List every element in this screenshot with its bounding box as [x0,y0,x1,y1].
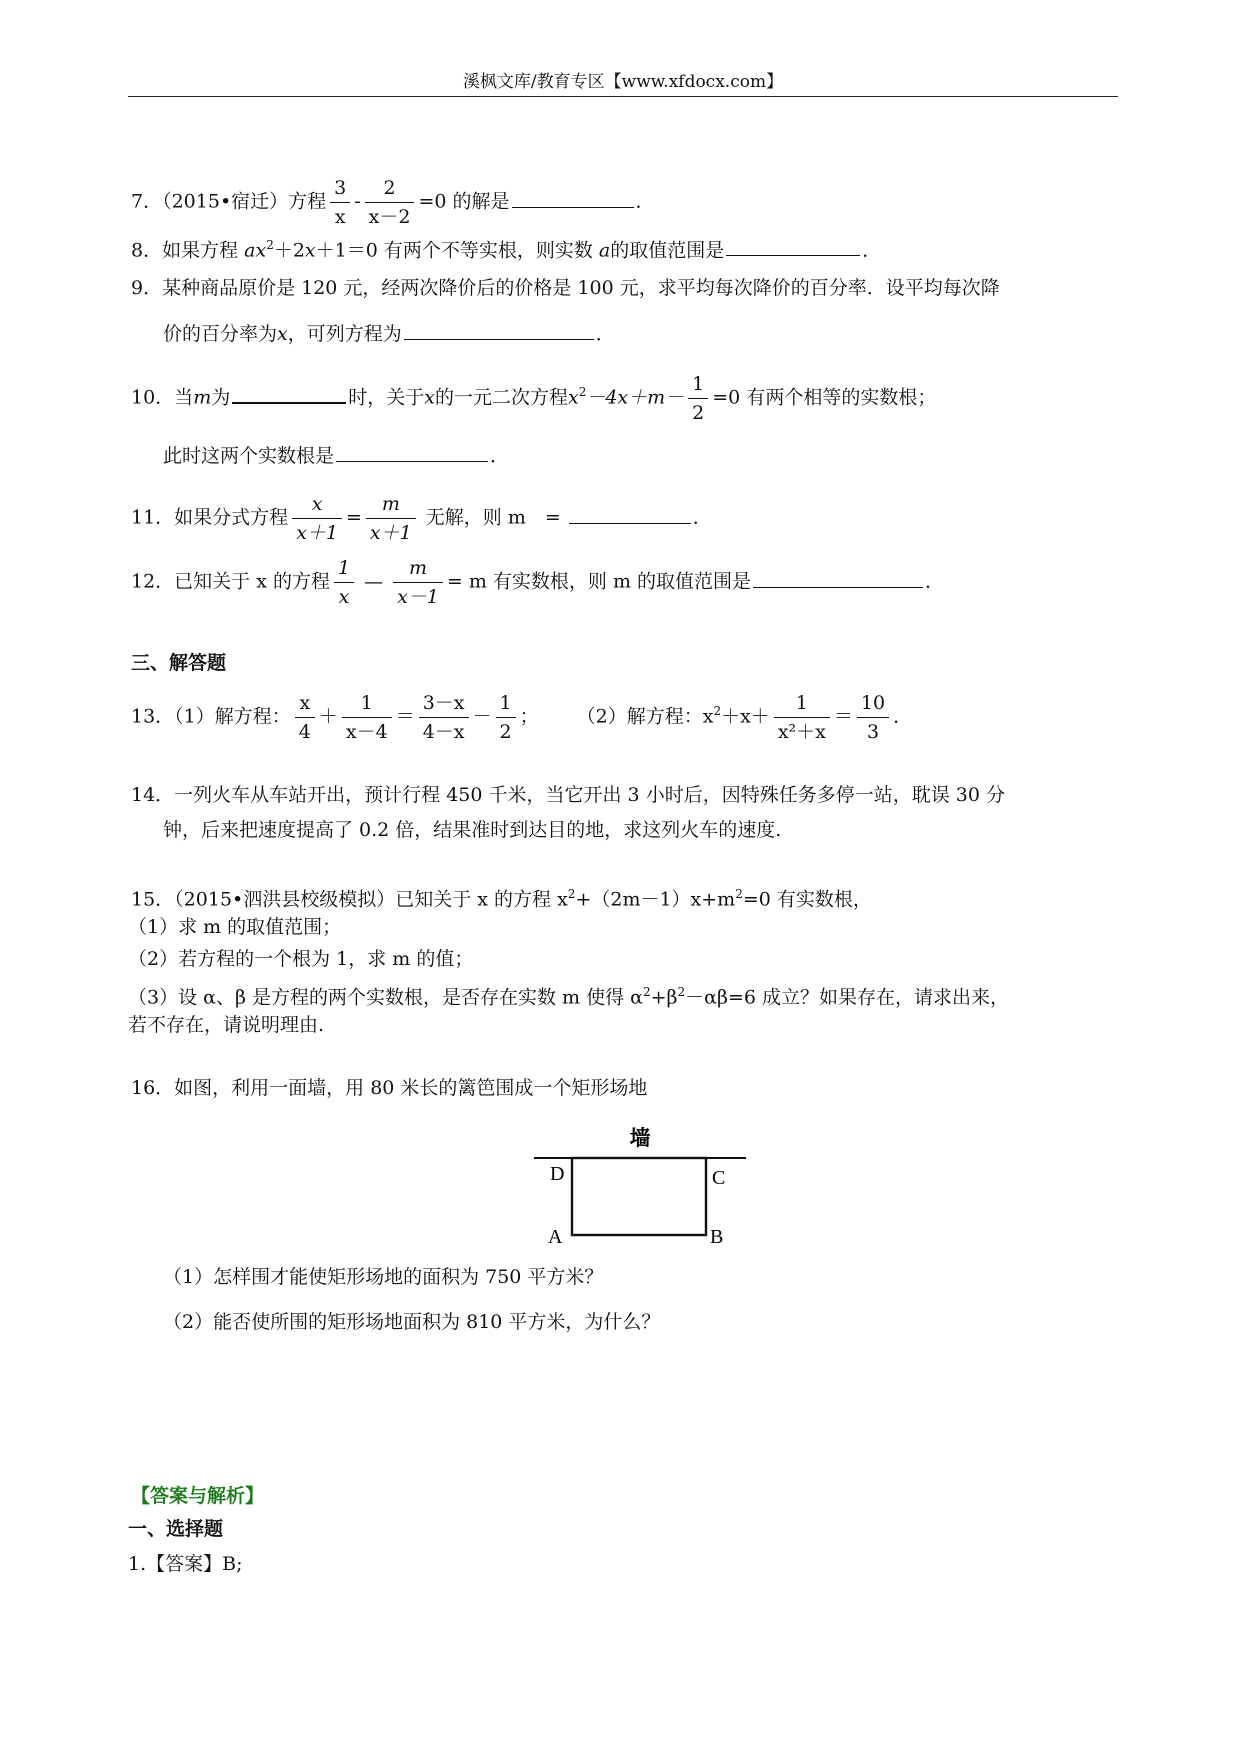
question-9-line-1: 9．某种商品原价是 120 元，经两次降价后的价格是 100 元，求平均每次降价的百分率．设平均每次降 [131,277,1000,299]
q9-end: ． [595,323,615,345]
q11-end: ． [692,506,712,529]
q11-f1-numerator: x [292,492,342,519]
q12-answer-blank[interactable] [753,585,923,588]
question-14-line-1: 14．一列火车从车站开出，预计行程 450 千米，当它开出 3 小时后，因特殊任务多停一站，耽误 30 分 [131,784,1005,806]
q11-f1-denominator: x＋1 [296,522,338,544]
q13-c-num: 3－x [419,691,469,718]
q11-equals: = [346,506,362,529]
q13-d-den: 2 [499,721,512,743]
q12-prefix: 12．已知关于 x 的方程 [131,570,330,593]
vertex-a-label: A [548,1226,563,1248]
q8-suffix: 的取值范围是 [610,239,725,262]
vertex-d-label: D [550,1163,565,1185]
q12-f1-denominator: x [338,586,350,608]
question-13 [131,691,912,744]
q13-equals: ＝ [395,705,415,728]
q13-c-den: 4－x [422,721,465,743]
q12-f2-numerator: m [393,556,443,583]
q10-x: x [424,386,435,409]
q8-end: ． [862,239,882,262]
q11-suffix: 无解，则 m = [419,506,567,529]
wall-label: 墙 [629,1125,651,1150]
q7-f2-denominator: x－2 [368,206,411,228]
q10-mid1: 为 [211,386,231,409]
q8-answer-blank[interactable] [726,253,860,256]
q15-line1b: +（2m－1）x+m [575,888,736,911]
q13-a-num: x [295,691,315,718]
q13-g-den: 3 [866,721,880,743]
rectangle-figure [530,1115,750,1250]
q10-mid2: 时，关于 [348,386,425,409]
q13-frac-e [774,691,830,744]
q7-minus: - [354,190,361,213]
question-16-sub-1: （1）怎样围才能使矩形场地的面积为 750 平方米？ [163,1266,604,1288]
question-7 [131,176,655,229]
q10-fraction [688,372,708,425]
q13-semicolon: ； [519,705,539,728]
q12-f2-denominator: x－1 [397,586,439,608]
question-11 [131,492,712,545]
q11-fraction-1 [292,492,342,545]
question-15-sub-4: 若不存在，请说明理由. [128,1014,325,1036]
q15-line1c: =0 有实数根， [742,888,872,911]
q7-fraction-1 [330,176,350,229]
q15-line1a: 15．（2015•泗洪县校级模拟）已知关于 x 的方程 x [131,888,568,911]
q9-line2a: 价的百分率为 [163,323,278,345]
q8-ax: ax [244,239,267,262]
q8-prefix: 8．如果方程 [131,239,245,262]
q12-suffix: = m 有实数根，则 m 的取值范围是 [446,570,752,593]
q13-e-num: 1 [774,691,830,718]
q15-s3b: +β [650,986,678,1009]
q7-prefix: 7．（2015•宿迁）方程 [131,190,327,213]
question-9-line-2 [163,322,615,346]
q9-answer-blank[interactable] [404,337,594,340]
q9-x: x [277,323,288,345]
page-header: 溪枫文库/教育专区【www.xfdocx.com】 [462,72,784,92]
rectangle-field [572,1158,706,1235]
q10-mid3: 的一元二次方程 [434,386,568,409]
q12-minus: — [364,570,384,593]
q13-g-num: 10 [857,691,889,718]
q8-x: x [304,239,316,262]
header-divider [128,96,1118,97]
vertex-c-label: C [712,1167,726,1189]
vertex-b-label: B [710,1226,724,1248]
q11-prefix: 11．如果分式方程 [131,506,289,529]
answers-title: 【答案与解析】 [131,1485,265,1507]
question-15-sub-1: （1）求 m 的取值范围； [128,916,342,938]
q10-m: m [193,386,212,409]
q10-answer-blank-m[interactable] [232,400,346,404]
q15-square-2: 2 [735,887,743,901]
answer-1: 1.【答案】B; [128,1553,243,1575]
q10-prefix: 10．当 [131,386,194,409]
q12-end: ． [925,570,945,593]
q13-part1-label: 13．（1）解方程： [131,705,291,728]
q8-mid2: ＋1＝0 有两个不等实根，则实数 [315,239,599,262]
q13-b-num: 1 [342,691,392,718]
q10-answer-blank-roots[interactable] [336,459,488,462]
question-8 [131,233,881,262]
q8-square: 2 [266,238,274,252]
question-14-line-2: 钟，后来把速度提高了 0.2 倍，结果准时到达目的地，求这列火车的速度. [163,819,782,841]
q7-suffix: =0 的解是 [418,190,510,213]
q13-frac-d [496,691,516,744]
q13-square: 2 [713,704,722,719]
q11-fraction-2 [366,492,416,545]
q15-s3c: －αβ=6 成立？如果存在，请求出来， [685,986,1010,1009]
q7-answer-blank[interactable] [512,205,634,208]
q12-fraction-2 [393,556,443,609]
q12-fraction-1 [334,556,354,609]
question-15-sub-2: （2）若方程的一个根为 1，求 m 的值； [128,948,474,970]
q11-f2-numerator: m [366,492,416,519]
q13-e-den: x²＋x [777,721,826,743]
q13-plus2: ＋x＋ [721,705,770,728]
q8-mid: ＋2 [273,239,305,262]
q13-x: x [702,705,714,728]
q15-s3a: （3）设 α、β 是方程的两个实数根，是否存在实数 m 使得 α [128,986,643,1009]
q13-a-den: 4 [298,721,311,743]
q9-line2b: ，可列方程为 [287,323,402,345]
q15-square-1: 2 [567,887,576,901]
q15-square-4: 2 [677,985,686,999]
question-10-line-1 [131,372,936,425]
question-16-text: 16．如图，利用一面墙，用 80 米长的篱笆围成一个矩形场地 [131,1077,648,1099]
q10-eq-x: x [567,386,579,409]
q13-end: ． [893,705,913,728]
question-16-sub-2: （2）能否使所围的矩形场地面积为 810 平方米，为什么？ [163,1311,661,1333]
q10-numerator: 1 [688,372,708,399]
q11-f2-denominator: x＋1 [369,522,412,544]
q13-frac-a [295,691,315,744]
q15-square-3: 2 [642,985,651,999]
q13-part2-label: （2）解方程： [576,705,703,728]
q10-line2: 此时这两个实数根是 [163,445,335,467]
q13-b-den: x－4 [345,721,388,743]
question-15-line-1 [131,882,872,911]
q7-f1-denominator: x [334,206,346,228]
q10-end: ． [490,445,510,467]
q7-f1-numerator: 3 [330,176,350,203]
q7-f2-numerator: 2 [365,176,415,203]
q10-eq: －4x＋m－ [586,386,685,409]
q8-a: a [598,239,611,262]
q13-frac-b [342,691,392,744]
q13-equals2: ＝ [833,705,853,728]
q13-d-num: 1 [496,691,516,718]
q13-plus: ＋ [318,705,338,728]
q13-frac-g [857,691,889,744]
question-12 [131,556,944,609]
question-10-line-2 [163,444,509,468]
q7-end: ． [635,190,655,213]
answers-section-1: 一、选择题 [128,1518,224,1540]
q13-minus: － [472,705,492,728]
q12-f1-numerator: 1 [334,556,354,583]
q11-answer-blank[interactable] [569,521,691,524]
section-3-title: 三、解答题 [131,652,227,674]
question-15-sub-3 [128,980,1009,1009]
q10-square: 2 [578,385,587,400]
q10-denominator: 2 [692,402,705,424]
q7-fraction-2 [365,176,415,229]
q13-frac-c [419,691,469,744]
q10-suffix: =0 有两个相等的实数根； [712,386,937,409]
